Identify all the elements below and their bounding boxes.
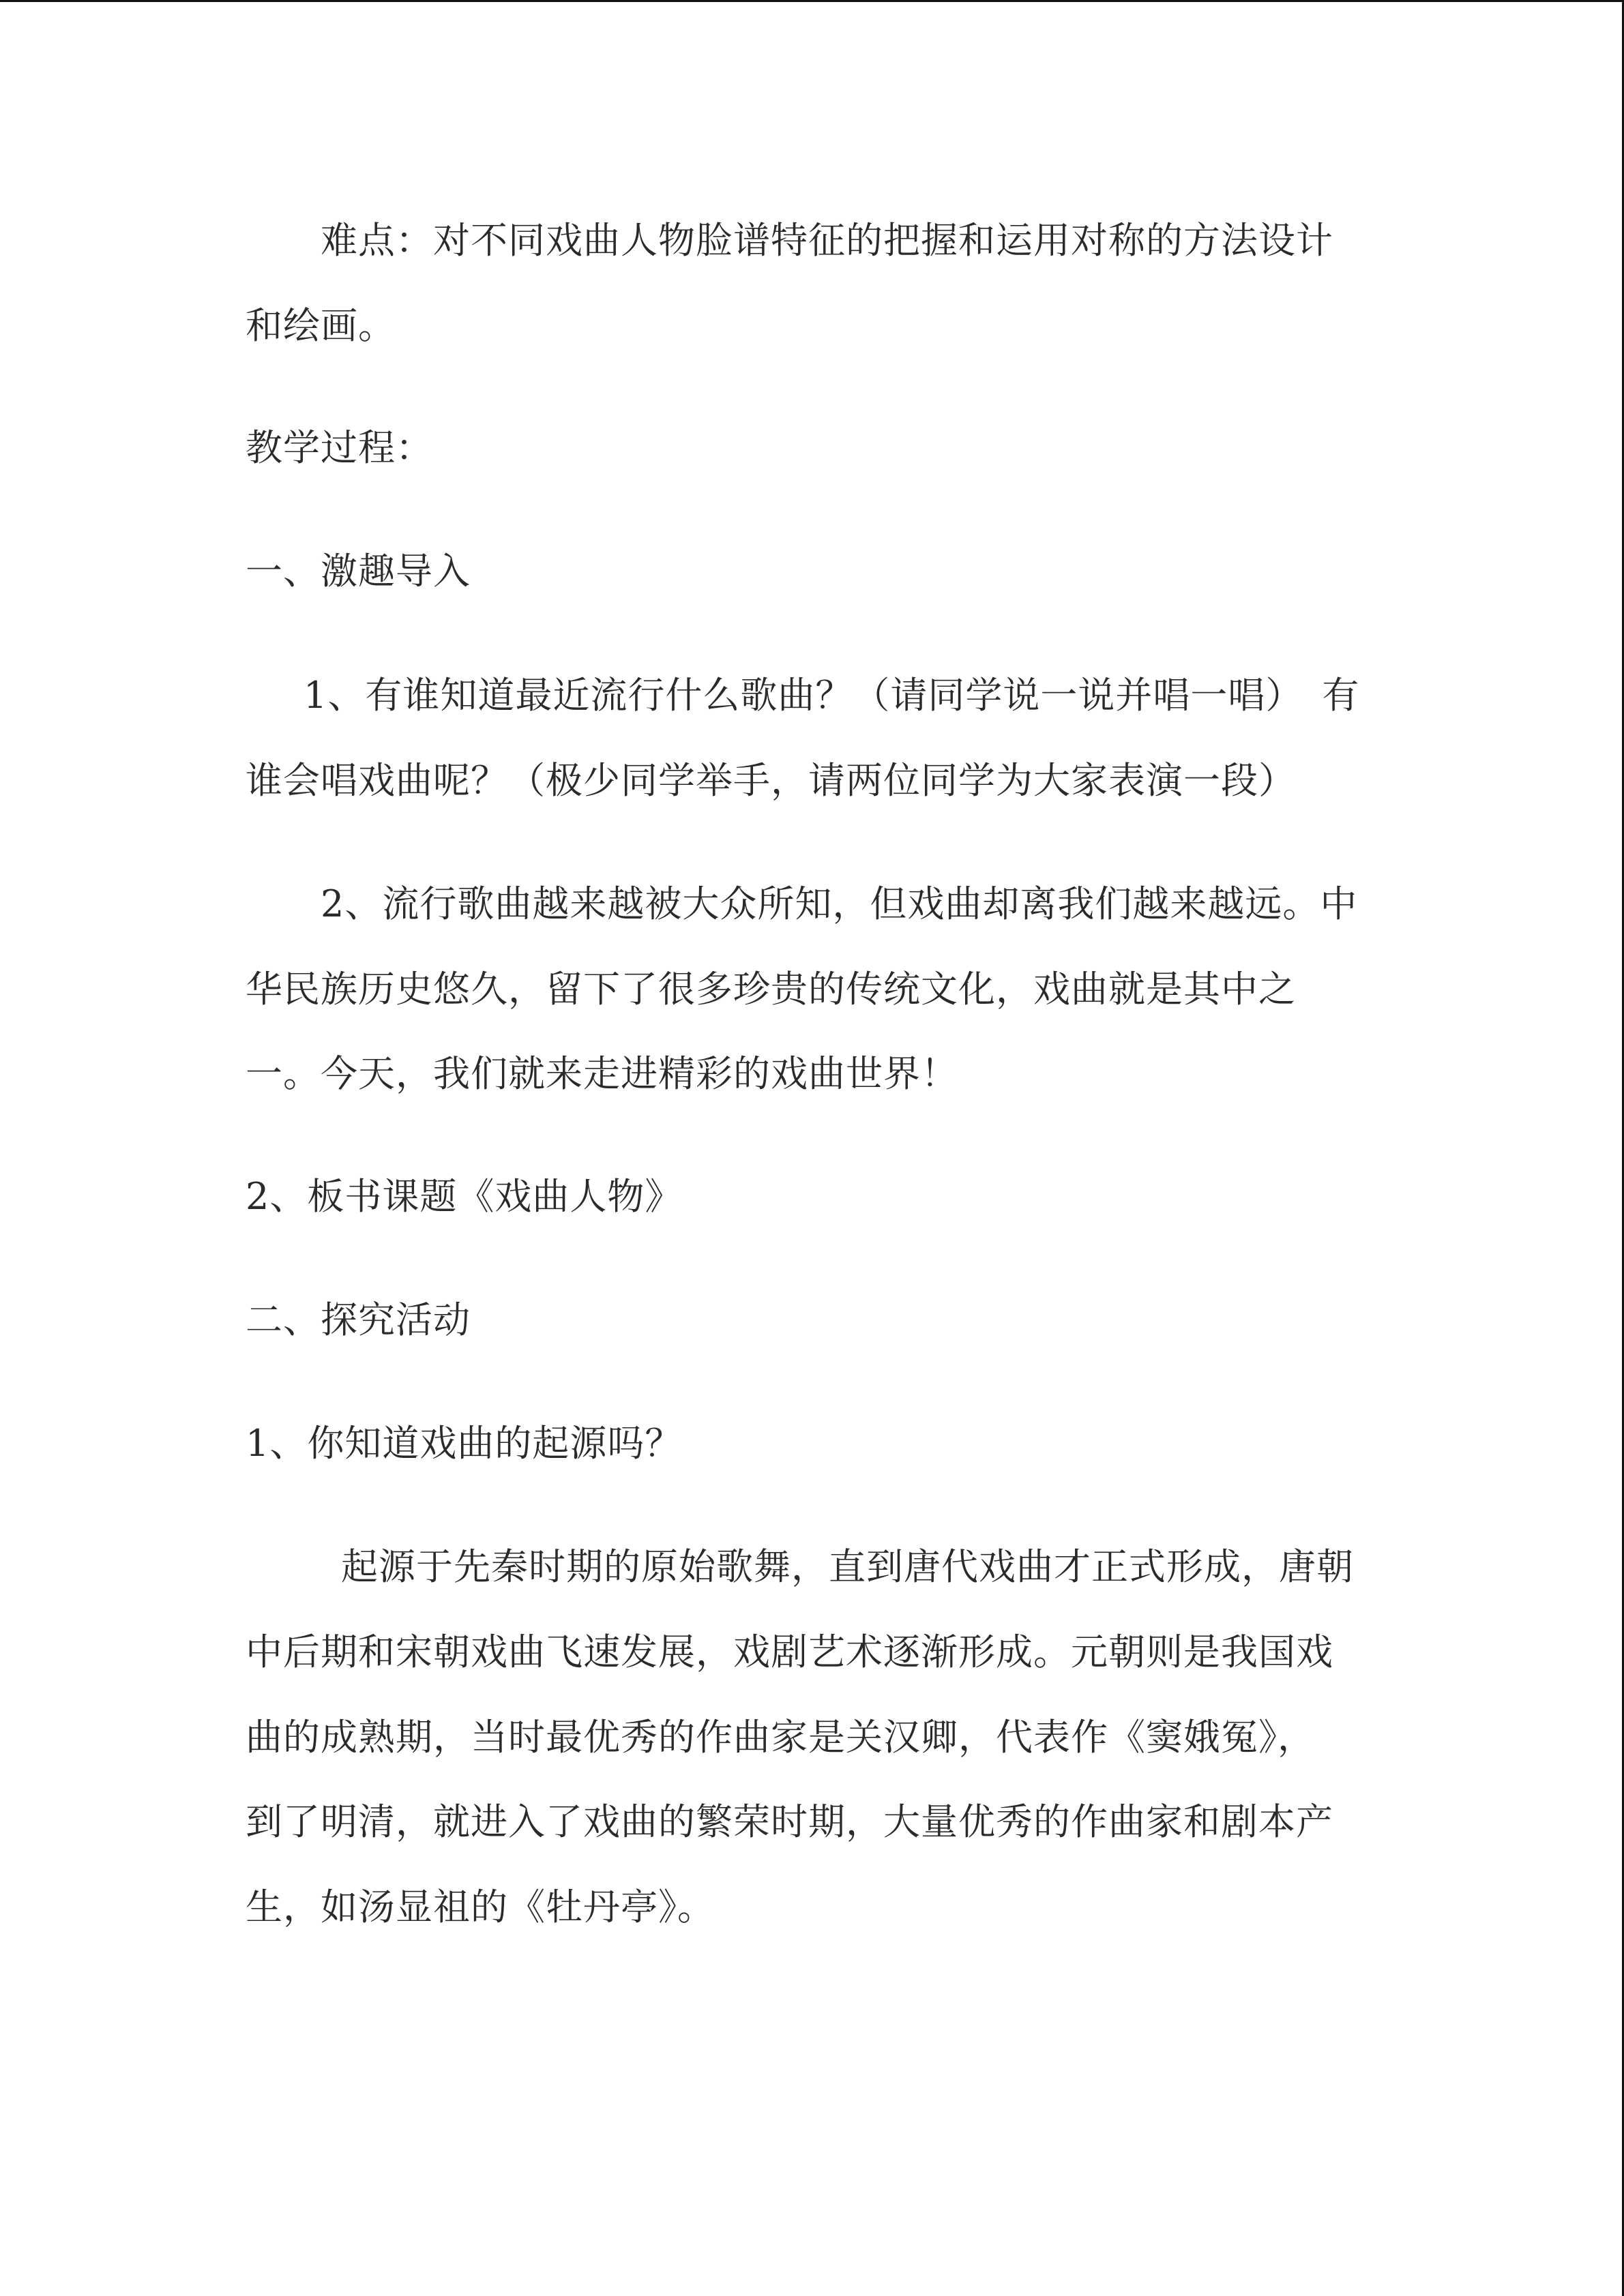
text-line-item2-end: 一。今天，我们就来走进精彩的戏曲世界！ <box>246 1052 958 1095</box>
text-line-difficulty-cont: 和绘画。 <box>246 304 396 347</box>
text-line-origin: 起源于先秦时期的原始歌舞，直到唐代戏曲才正式形成，唐朝 <box>341 1545 1354 1588</box>
section-heading-intro: 一、激趣导入 <box>246 550 471 593</box>
text-line-board-title: 2、板书课题《戏曲人物》 <box>246 1175 683 1218</box>
text-line-origin-4: 到了明清，就进入了戏曲的繁荣时期，大量优秀的作曲家和剧本产 <box>246 1800 1333 1843</box>
text-line-origin-3: 曲的成熟期，当时最优秀的作曲家是关汉卿，代表作《窦娥冤》， <box>246 1716 1315 1759</box>
text-line-origin-5: 生，如汤显祖的《牡丹亭》。 <box>246 1885 715 1928</box>
text-line-origin-2: 中后期和宋朝戏曲飞速发展，戏剧艺术逐渐形成。元朝则是我国戏 <box>246 1630 1333 1673</box>
section-heading-explore: 二、探究活动 <box>246 1298 471 1341</box>
text-line-difficulty: 难点：对不同戏曲人物脸谱特征的把握和运用对称的方法设计 <box>321 219 1333 262</box>
text-line-item2-cont: 华民族历史悠久，留下了很多珍贵的传统文化，戏曲就是其中之 <box>246 968 1296 1011</box>
text-line-item2: 2、流行歌曲越来越被大众所知，但戏曲却离我们越来越远。中 <box>321 882 1358 925</box>
text-line-teaching-process: 教学过程： <box>246 426 433 469</box>
text-line-item1-cont: 谁会唱戏曲呢？（极少同学举手，请两位同学为大家表演一段） <box>246 759 1296 802</box>
text-line-question: 1、你知道戏曲的起源吗？ <box>246 1422 683 1465</box>
text-line-item1: 1、有谁知道最近流行什么歌曲？（请同学说一说并唱一唱） 有 <box>304 674 1360 717</box>
